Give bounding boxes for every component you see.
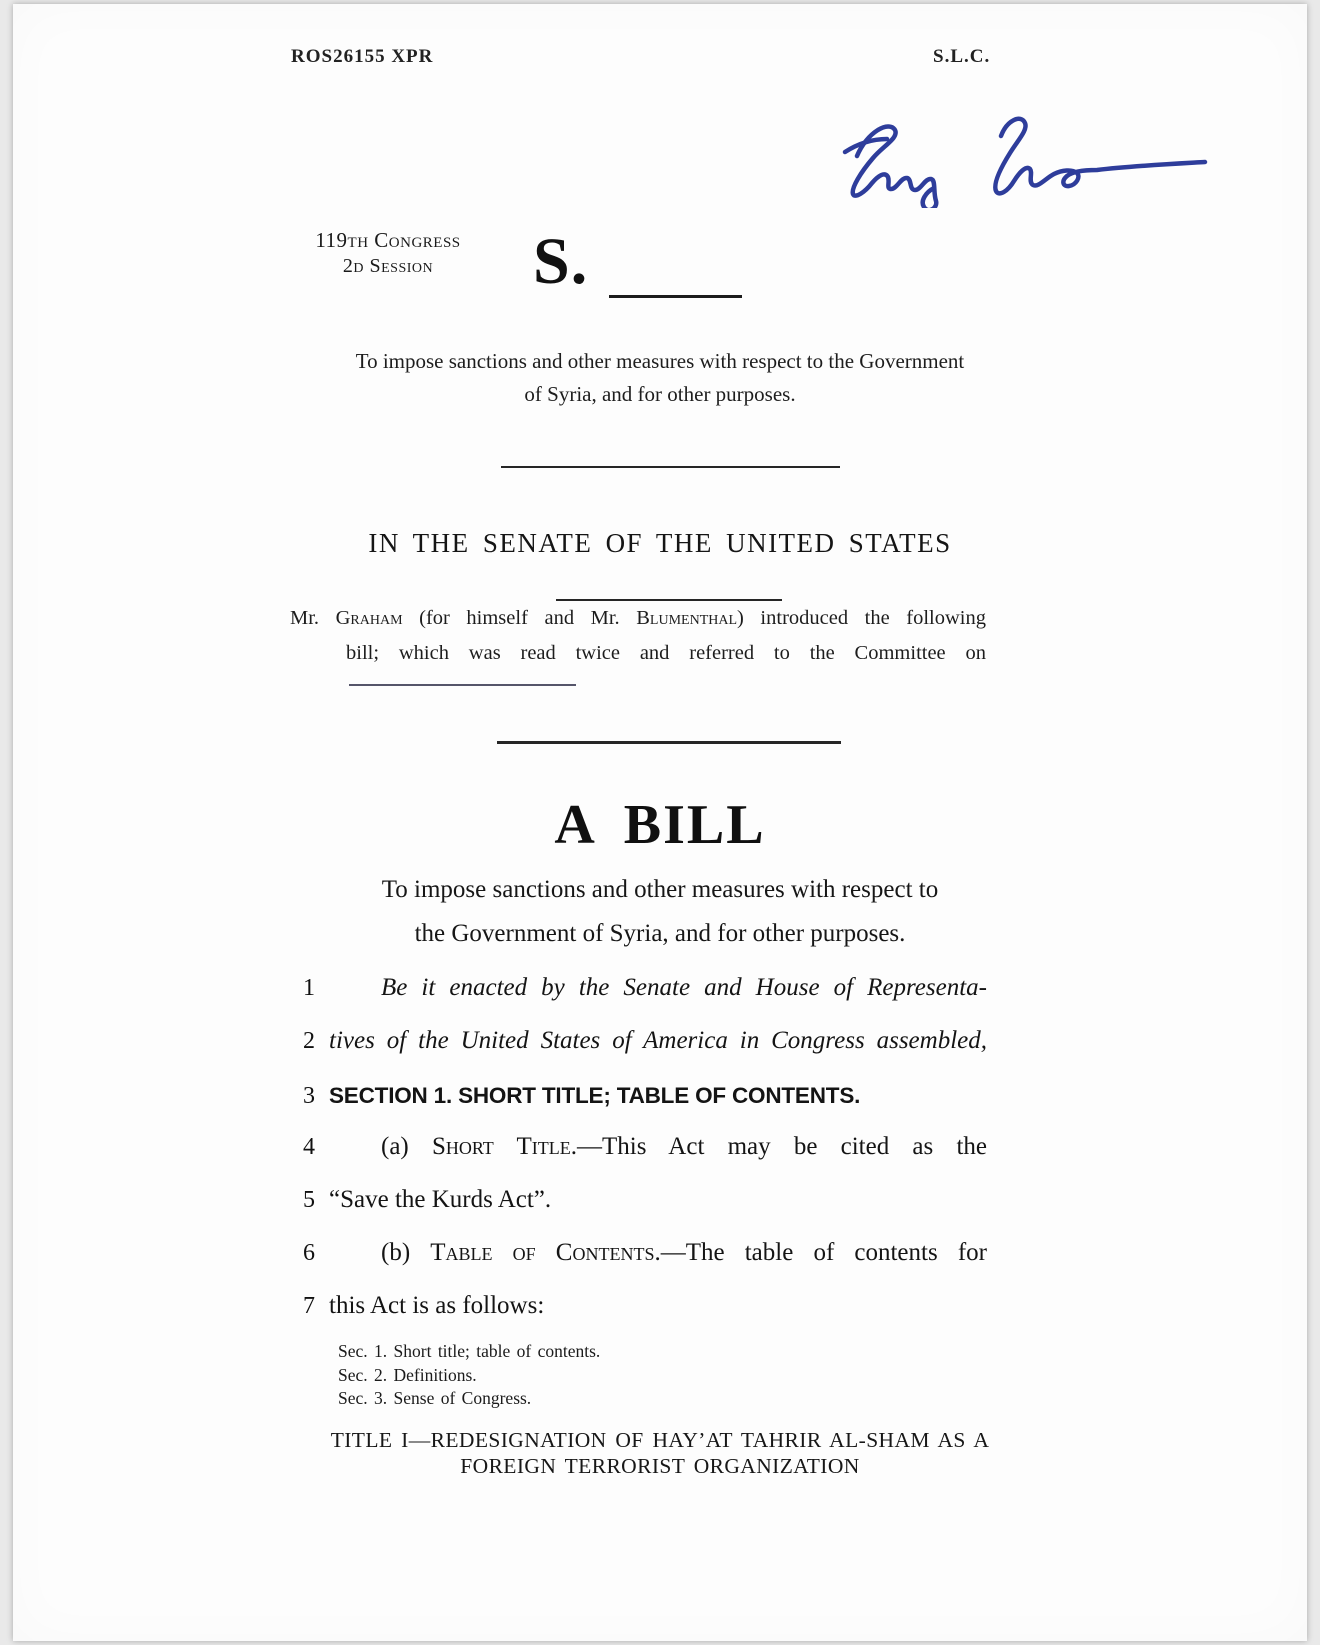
defined-term: Table of Contents — [430, 1239, 655, 1266]
line-number: 6 — [303, 1240, 315, 1266]
line-number: 1 — [303, 975, 315, 1001]
separator-rule — [497, 741, 841, 744]
separator-rule — [556, 599, 782, 601]
signature-ink — [815, 98, 1215, 208]
title-i-heading — [330, 1427, 990, 1479]
body-line — [303, 1291, 987, 1321]
toc-entry: Sec. 2. Definitions. — [338, 1364, 477, 1385]
clause-text: .—The table of contents for — [654, 1239, 987, 1266]
bill-purpose-line-1: To impose sanctions and other measures with respect to — [381, 876, 939, 903]
line-text: this Act is as follows: — [329, 1292, 545, 1319]
body-line — [303, 973, 987, 1003]
clause-text: .—This Act may be cited as the — [570, 1133, 987, 1160]
bill-number-letter: S. — [533, 225, 589, 298]
office-code: S.L.C. — [933, 46, 991, 67]
section-heading: SECTION 1. SHORT TITLE; TABLE OF CONTENTS. — [329, 1083, 861, 1108]
toc-entry: Sec. 1. Short title; table of contents. — [338, 1341, 601, 1361]
sponsor-name-graham: Graham — [335, 607, 403, 629]
preamble-purpose — [300, 345, 1020, 411]
sponsor-signature — [815, 98, 1215, 208]
committee-blank-line — [349, 684, 576, 686]
line-text: Be it enacted by the Senate and House of Representa- — [381, 974, 987, 1001]
bill-number-blank-line — [609, 295, 742, 298]
session-line: 2d Session — [342, 255, 434, 277]
sponsor-name-blumenthal: Blumenthal — [636, 607, 738, 629]
toc-entry: Sec. 3. Sense of Congress. — [338, 1388, 532, 1408]
title-i-heading-line-2: FOREIGN TERRORIST ORGANIZATION — [460, 1454, 860, 1478]
bill-purpose — [300, 868, 1020, 956]
body-line — [303, 1185, 987, 1215]
line-text — [329, 1238, 987, 1268]
line-text: tives of the United States of America in Congress assembled, — [329, 1027, 987, 1054]
separator-rule — [501, 466, 840, 468]
title-i-heading-line-1: TITLE I—REDESIGNATION OF HAY’AT TAHRIR AL-SHAM AS A — [330, 1428, 990, 1452]
sponsor-text: (for himself and Mr. — [402, 607, 637, 629]
document-code: ROS26155 XPR — [291, 46, 434, 67]
bill-purpose-line-2: the Government of Syria, and for other purposes. — [414, 920, 906, 947]
body-line — [303, 1132, 987, 1162]
congress-session-block — [278, 228, 498, 278]
line-text — [329, 1132, 987, 1162]
defined-term: Short Title — [431, 1133, 571, 1160]
table-of-contents — [338, 1340, 986, 1411]
sponsor-statement-line-2: bill; which was read twice and referred to the Committee on — [346, 642, 986, 664]
line-number: 5 — [303, 1187, 315, 1213]
congress-line: 119th Congress — [315, 228, 461, 252]
sponsor-text: Mr. — [290, 607, 336, 629]
line-number: 4 — [303, 1134, 315, 1160]
sponsor-statement-line-1 — [290, 607, 986, 630]
preamble-purpose-line-2: of Syria, and for other purposes. — [524, 382, 796, 406]
line-number: 7 — [303, 1293, 315, 1319]
bill-heading: A BILL — [554, 794, 766, 856]
preamble-purpose-line-1: To impose sanctions and other measures with respect to the Government — [355, 349, 965, 373]
body-line — [303, 1026, 987, 1056]
line-text: “Save the Kurds Act”. — [329, 1186, 552, 1213]
body-line — [303, 1081, 987, 1111]
sponsor-text: ) introduced the following — [737, 607, 986, 629]
chamber-heading: IN THE SENATE OF THE UNITED STATES — [368, 528, 952, 558]
clause-label: (b) — [381, 1239, 431, 1266]
line-number: 2 — [303, 1028, 315, 1054]
line-number: 3 — [303, 1083, 315, 1109]
body-line — [303, 1238, 987, 1268]
clause-label: (a) — [381, 1133, 432, 1160]
